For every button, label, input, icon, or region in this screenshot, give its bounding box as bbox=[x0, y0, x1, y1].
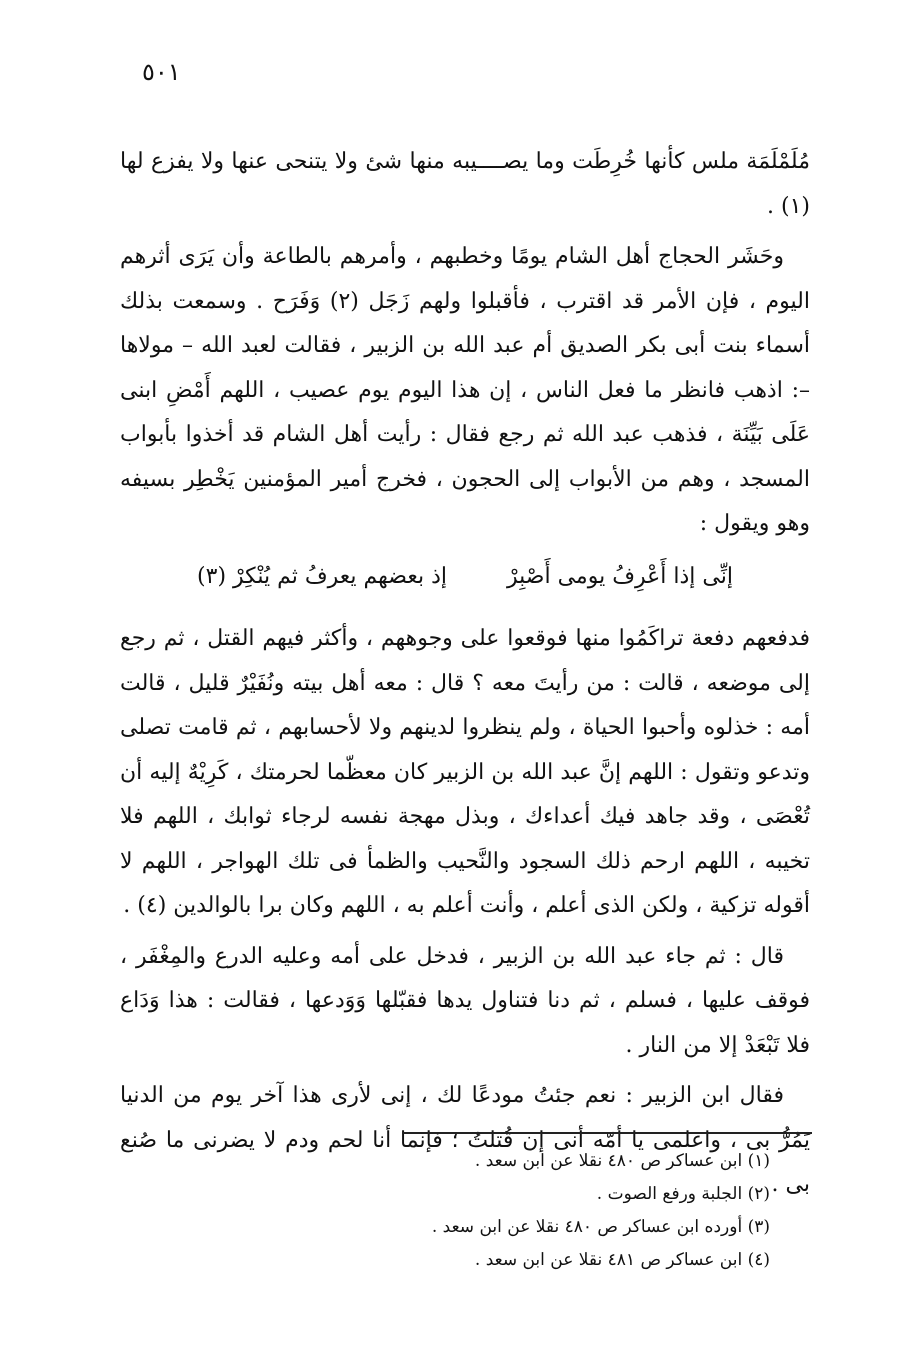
footnote-divider bbox=[402, 1132, 812, 1134]
footnote-2: (٢) الجلبة ورفع الصوت . bbox=[596, 1184, 770, 1204]
paragraph-2: وحَشَر الحجاج أهل الشام يومًا وخطبهم ، وأمرهم بالطاعة وأن يَرَى أثرهم اليوم ، فإن الأمر قد اقترب ، فأقبلوا ولهم زَجَل (٢) وَفَرَح . وسمعت بذلك أسماء بنت أبى بكر الصديق أم عبد الله بن الزبير ، فقالت لعبد الله – مولاها –: اذهب فانظر ما فعل الناس ، إن هذا اليوم يوم عصيب ، اللهم أَمْضِ ابنى عَلَى بَيِّنَة ، فذهب عبد الله ثم رجع فقال : رأيت أهل الشام قد أخذوا بأبواب المسجد ، وهم من الأبواب إلى الحجون ، فخرج أمير المؤمنين يَخْطِر بسيفه وهو ويقول : bbox=[120, 244, 810, 536]
footnote-4: (٤) ابن عساكر ص ٤٨١ نقلا عن ابن سعد . bbox=[474, 1250, 770, 1270]
footnotes bbox=[150, 1145, 770, 1277]
verse-hemistich-2: إذ بعضهم يعرفُ ثم يُنْكِرْ (٣) bbox=[197, 563, 448, 589]
paragraph-4: قال : ثم جاء عبد الله بن الزبير ، فدخل على أمه وعليه الدرع والمِغْفَر ، فوقف عليها ، فسلم ، ثم دنا فتناول يدها فقبّلها وَوَدعها ، فقالت : هذا وَدَاع فلا تَبْعَدْ إلا من النار . bbox=[120, 943, 810, 1058]
verse-hemistich-1: إنِّى إذا أَعْرِفُ يومى أَصْبِرْ bbox=[507, 563, 733, 589]
page-number: ٥٠١ bbox=[142, 58, 181, 86]
paragraph-5: فقال ابن الزبير : نعم جئتُ مودعًا لك ، إنى لأرى هذا آخر يوم من الدنيا يَمُرُّ بى ، واعلمى يا أمّه أنى إن قُتلتُ ؛ فإنما أنا لحم ودم لا يضرنى ما صُنع بى . bbox=[120, 1083, 810, 1197]
paragraph-1: مُلَمْلَمَة ملس كأنها خُرِطَت وما يصــــيبه منها شئ ولا يتنحى عنها ولا يفزع لها (١) . bbox=[120, 149, 810, 219]
poem-verse bbox=[120, 555, 810, 600]
paragraph-3: فدفعهم دفعة تراكَمُوا منها فوقعوا على وجوههم ، وأكثر فيهم القتل ، ثم رجع إلى موضعه ، قالت : من رأيتَ معه ؟ قال : معه أهل بيته ونُفَيْرٌ قليل ، قالت أمه : خذلوه وأحبوا الحياة ، ولم ينظروا لدينهم ولا لأحسابهم ، ثم قامت تصلى وتدعو وتقول : اللهم إنَّ عبد الله بن الزبير كان معظّما لحرمتك ، كَرِيْهٌ إليه أن تُعْصَى ، وقد جاهد فيك أعداءك ، وبذل مهجة نفسه لرجاء ثوابك ، اللهم فلا تخيبه ، اللهم ارحم ذلك السجود والنَّحيب والظمأ فى تلك الهواجر ، اللهم لا أقوله تزكية ، ولكن الذى أعلم ، وأنت أعلم به ، اللهم وكان برا بالوالدين (٤) . bbox=[120, 626, 810, 918]
footnote-1: (١) ابن عساكر ص ٤٨٠ نقلا عن ابن سعد . bbox=[474, 1151, 770, 1171]
footnote-3: (٣) أورده ابن عساكر ص ٤٨٠ نقلا عن ابن سعد . bbox=[431, 1217, 770, 1237]
main-text bbox=[120, 140, 810, 1214]
